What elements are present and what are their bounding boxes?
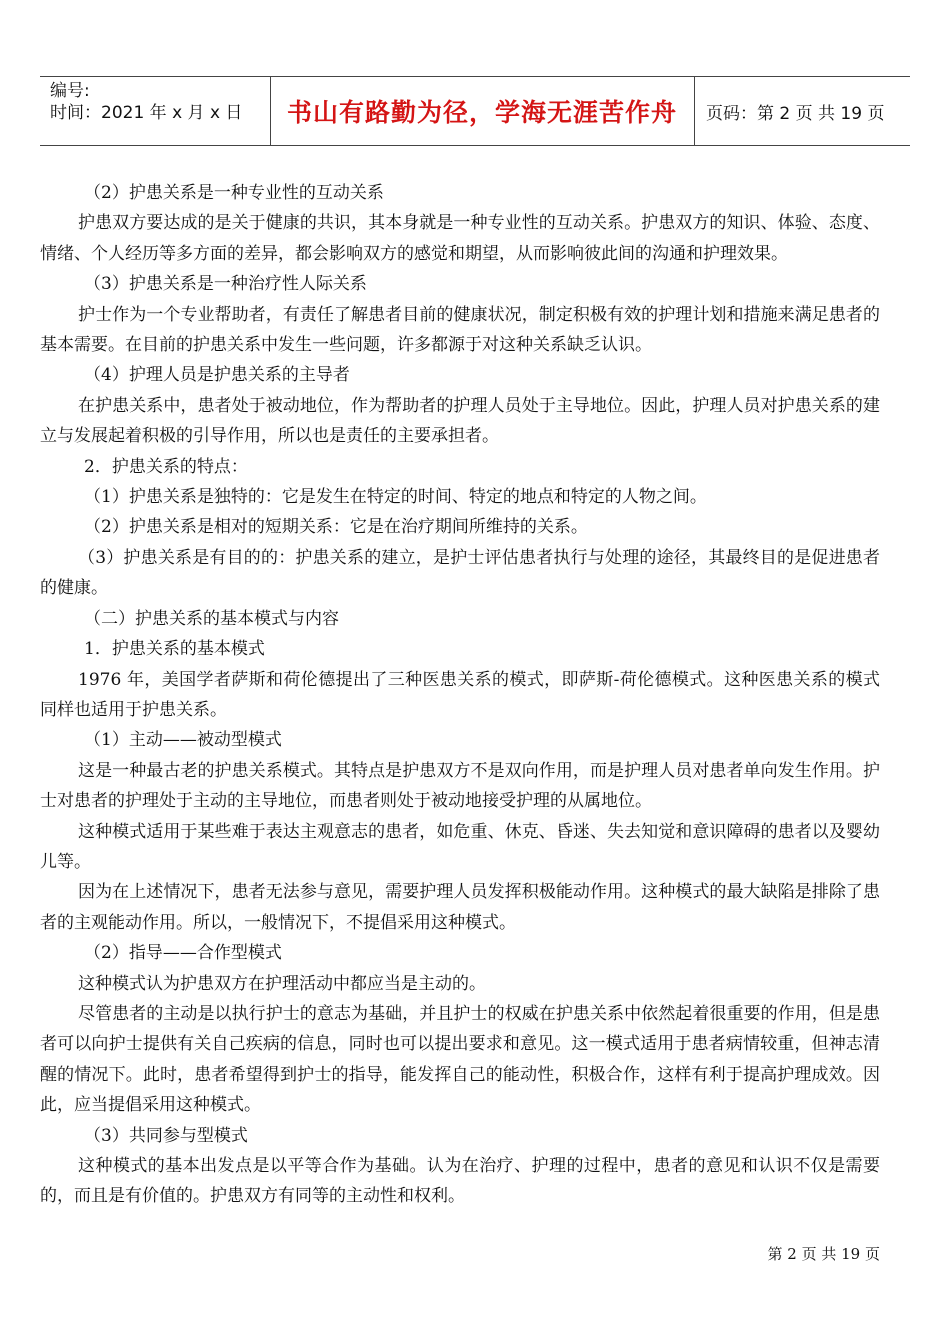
body-paragraph: 这种模式的基本出发点是以平等合作为基础。认为在治疗、护理的过程中，患者的意见和认识不仅是需要的，而且是有价值的。护患双方有同等的主动性和权利。: [40, 1156, 880, 1207]
section-heading: （2）指导——合作型模式: [84, 943, 282, 964]
section-heading: （3）护患关系是一种治疗性人际关系: [84, 274, 367, 295]
body-paragraph: 护患双方要达成的是关于健康的共识，其本身就是一种专业性的互动关系。护患双方的知识、体验、态度、情绪、个人经历等多方面的差异，都会影响双方的感觉和期望，从而影响彼此间的沟通和护理效果。: [40, 213, 880, 264]
list-item: （1）护患关系是独特的：它是发生在特定的时间、特定的地点和特定的人物之间。: [84, 487, 707, 508]
page-footer-number: 第 2 页 共 19 页: [767, 1245, 880, 1263]
body-paragraph: 这是一种最古老的护患关系模式。其特点是护患双方不是双向作用，而是护理人员对患者单向发生作用。护士对患者的护理处于主动的主导地位，而患者则处于被动地接受护理的从属地位。: [40, 760, 880, 812]
header-time-label: 时间：2021 年 x 月 x 日: [50, 103, 243, 123]
body-paragraph: 因为在上述情况下，患者无法参与意见，需要护理人员发挥积极能动作用。这种模式的最大缺陷是排除了患者的主观能动作用。所以，一般情况下，不提倡采用这种模式。: [40, 882, 880, 933]
list-item: （3）护患关系是有目的的：护患关系的建立，是护士评估患者执行与处理的途径，其最终目的是促进患者的健康。: [40, 547, 880, 599]
section-heading: （二）护患关系的基本模式与内容: [84, 608, 339, 629]
header-bottom-rule: [40, 145, 910, 146]
body-paragraph: 1976 年，美国学者萨斯和荷伦德提出了三种医患关系的模式，即萨斯-荷伦德模式。这种医患关系的模式同样也适用于护患关系。: [40, 669, 880, 720]
section-heading: （2）护患关系是一种专业性的互动关系: [84, 183, 384, 203]
section-heading: 1．护患关系的基本模式: [84, 639, 265, 660]
body-paragraph: 尽管患者的主动是以执行护士的意志为基础，并且护士的权威在护患关系中依然起着很重要的作用，但是患者可以向护士提供有关自己疾病的信息，同时也可以提出要求和意见。这一模式适用于患者病情较重，但神志清醒的情况下。此时，患者希望得到护士的指导，能发挥自己的能动性，积极合作，这样有利于提高护理成效。因此，应当提倡采用这种模式。: [40, 1003, 880, 1116]
section-heading: 2．护患关系的特点：: [84, 456, 248, 477]
document-body: [40, 178, 880, 1212]
section-heading: （1）主动——被动型模式: [84, 730, 282, 751]
section-heading: （4）护理人员是护患关系的主导者: [84, 365, 350, 386]
header-page-number: 页码：第 2 页 共 19 页: [706, 103, 885, 124]
body-paragraph: 这种模式适用于某些难于表达主观意志的患者，如危重、休克、昏迷、失去知觉和意识障碍的患者以及婴幼儿等。: [40, 821, 880, 872]
body-paragraph: 在护患关系中，患者处于被动地位，作为帮助者的护理人员处于主导地位。因此，护理人员对护患关系的建立与发展起着积极的引导作用，所以也是责任的主要承担者。: [40, 395, 880, 447]
body-paragraph: 这种模式认为护患双方在护理活动中都应当是主动的。: [78, 973, 486, 994]
header-meta: [50, 80, 242, 124]
header-divider-right: [694, 76, 695, 146]
header-motto: 书山有路勤为径，学海无涯苦作舟: [286, 98, 677, 127]
page-header: [40, 76, 910, 146]
body-paragraph: 护士作为一个专业帮助者，有责任了解患者目前的健康状况，制定积极有效的护理计划和措施来满足患者的基本需要。在目前的护患关系中发生一些问题，许多都源于对这种关系缺乏认识。: [40, 304, 880, 356]
section-heading: （3）共同参与型模式: [84, 1125, 248, 1146]
list-item: （2）护患关系是相对的短期关系：它是在治疗期间所维持的关系。: [84, 517, 588, 538]
header-number-label: 编号:: [50, 81, 90, 101]
